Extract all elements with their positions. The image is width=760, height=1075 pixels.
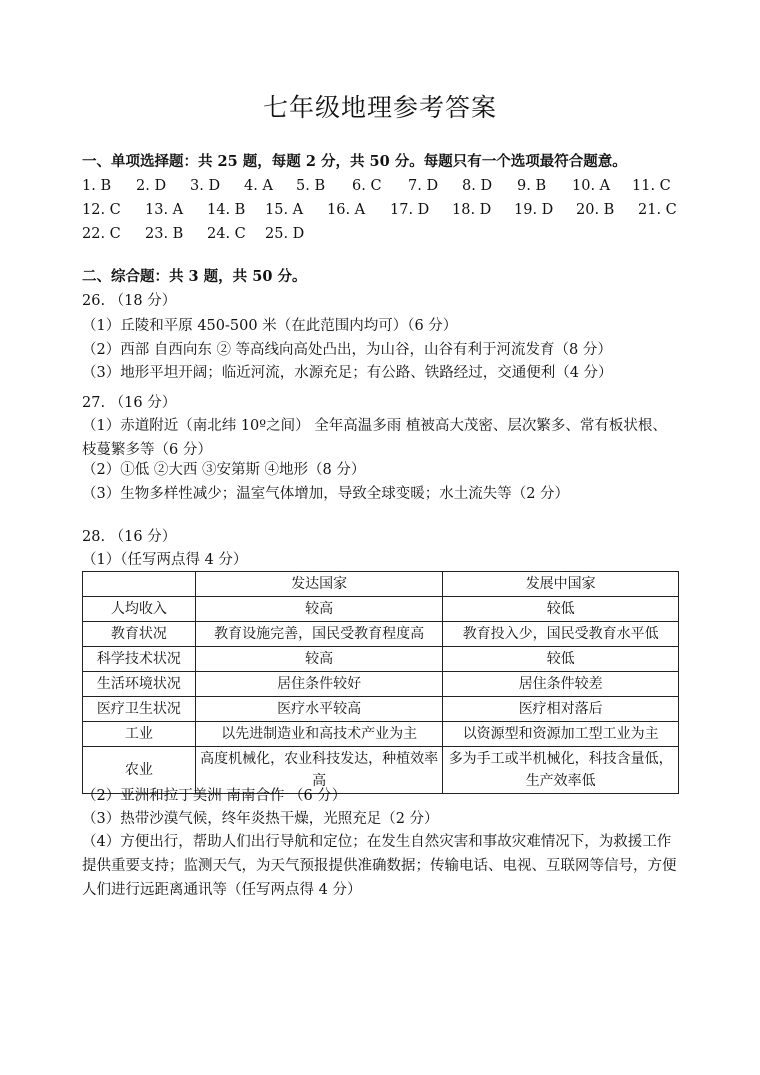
table-cell: 较高 <box>195 647 443 672</box>
table-cell: 多为手工或半机械化，科技含量低，生产效率低 <box>443 747 679 794</box>
table-cell: 人均收入 <box>83 597 196 622</box>
mcq-answer: 5. B <box>296 178 326 194</box>
mcq-answer: 8. D <box>462 178 493 194</box>
table-cell: 医疗卫生状况 <box>83 697 196 722</box>
q28-answer-2: （2）亚洲和拉丁美洲 南南合作 （6 分） <box>82 788 347 804</box>
mcq-answer: 21. C <box>638 202 677 218</box>
mcq-answer: 11. C <box>632 178 671 194</box>
q28-answer-4: （4）方便出行，帮助人们出行导航和定位；在发生自然灾害和事故灾难情况下，为救援工作提供重要支持；监测天气，为天气预报提供准确数据；传输电话、电视、互联网等信号，方便人们进行远距离通讯等（任写两点得 4 分） <box>82 834 677 898</box>
table-cell: 农业 <box>83 747 196 794</box>
table-cell: 较低 <box>443 597 679 622</box>
table-cell: 教育投入少，国民受教育水平低 <box>443 622 679 647</box>
mcq-answer: 10. A <box>572 178 611 194</box>
table-cell: 高度机械化，农业科技发达，种植效率高 <box>195 747 443 794</box>
mcq-answer: 1. B <box>82 178 112 194</box>
mcq-answer: 18. D <box>452 202 492 218</box>
q27-answer-1: （1）赤道附近（南北纬 10º之间） 全年高温多雨 植被高大茂密、层次繁多、常有板状根、枝蔓繁多等（6 分） <box>82 418 667 458</box>
table-header-cell <box>83 572 196 597</box>
table-cell: 以资源型和资源加工型工业为主 <box>443 722 679 747</box>
table-cell: 生活环境状况 <box>83 672 196 697</box>
mcq-answer: 20. B <box>576 202 615 218</box>
table-row <box>83 647 679 672</box>
table-cell: 医疗相对落后 <box>443 697 679 722</box>
mcq-answer: 13. A <box>145 202 184 218</box>
mcq-answer: 4. A <box>244 178 273 194</box>
mcq-answer: 19. D <box>514 202 554 218</box>
table-cell: 居住条件较好 <box>195 672 443 697</box>
mcq-answer: 17. D <box>390 202 430 218</box>
q28-answer-1-note: （1）（任写两点得 4 分） <box>82 552 248 568</box>
mcq-answer: 9. B <box>517 178 547 194</box>
q26-answer-2: （2）西部 自西向东 ② 等高线向高处凸出，为山谷，山谷有利于河流发育（8 分） <box>82 342 612 358</box>
q27-label: 27. （16 分） <box>82 395 177 411</box>
q26-answer-1: （1）丘陵和平原 450-500 米（在此范围内均可）（6 分） <box>82 318 458 334</box>
table-cell: 教育状况 <box>83 622 196 647</box>
table-header-cell: 发达国家 <box>195 572 443 597</box>
mcq-answer: 14. B <box>207 202 246 218</box>
q26-label: 26. （18 分） <box>82 293 177 309</box>
table-row <box>83 722 679 747</box>
table-cell: 教育设施完善，国民受教育程度高 <box>195 622 443 647</box>
table-cell: 以先进制造业和高技术产业为主 <box>195 722 443 747</box>
table-row <box>83 597 679 622</box>
table-header-cell: 发展中国家 <box>443 572 679 597</box>
table-row <box>83 672 679 697</box>
table-cell: 医疗水平较高 <box>195 697 443 722</box>
table-row <box>83 697 679 722</box>
comparison-table <box>82 571 679 794</box>
mcq-answer: 25. D <box>265 226 305 242</box>
table-cell: 工业 <box>83 722 196 747</box>
mcq-answer: 7. D <box>408 178 439 194</box>
mcq-answer: 3. D <box>190 178 221 194</box>
mcq-answer: 6. C <box>352 178 382 194</box>
part2-heading: 二、综合题：共 3 题，共 50 分。 <box>82 268 307 285</box>
mcq-answer: 22. C <box>82 226 121 242</box>
q28-answer-3: （3）热带沙漠气候，终年炎热干燥，光照充足（2 分） <box>82 811 439 827</box>
table-row <box>83 622 679 647</box>
page-title: 七年级地理参考答案 <box>262 93 497 122</box>
mcq-answer: 12. C <box>82 202 121 218</box>
q27-answer-3: （3）生物多样性减少；温室气体增加，导致全球变暖；水土流失等（2 分） <box>82 486 570 502</box>
table-cell: 科学技术状况 <box>83 647 196 672</box>
table-cell: 较高 <box>195 597 443 622</box>
mcq-answer: 15. A <box>265 202 304 218</box>
q27-answer-2: （2）①低 ②大西 ③安第斯 ④地形（8 分） <box>82 462 366 478</box>
mcq-answer: 24. C <box>207 226 246 242</box>
mcq-answer: 16. A <box>327 202 366 218</box>
part1-heading: 一、单项选择题：共 25 题，每题 2 分，共 50 分。每题只有一个选项最符合题意。 <box>82 153 627 170</box>
mcq-answer: 23. B <box>145 226 184 242</box>
mcq-answer: 2. D <box>136 178 167 194</box>
q26-answer-3: （3）地形平坦开阔；临近河流，水源充足；有公路、铁路经过，交通便利（4 分） <box>82 365 613 381</box>
table-cell: 居住条件较差 <box>443 672 679 697</box>
table-cell: 较低 <box>443 647 679 672</box>
q28-label: 28. （16 分） <box>82 529 177 545</box>
table-header-row <box>83 572 679 597</box>
